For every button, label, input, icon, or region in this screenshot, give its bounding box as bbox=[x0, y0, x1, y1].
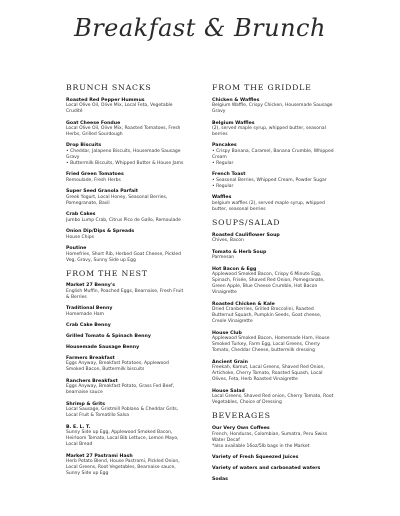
menu-item-description: Local Greens, Root Vegetables, Bearnaise sauce, bbox=[66, 465, 176, 471]
menu-item-description: butter, seasonal berries bbox=[212, 207, 266, 213]
menu-item-description: *also available 16oz/5lb bags in the Market bbox=[212, 443, 310, 449]
menu-item-description: Herb Potato Blend, House Pastrami, Pickled Onion, bbox=[66, 459, 180, 465]
menu-item-name: Sodas bbox=[212, 476, 228, 482]
menu-item-name: Tomato & Herb Soup bbox=[212, 249, 267, 255]
menu-item bbox=[212, 143, 340, 167]
menu-item bbox=[66, 283, 194, 301]
menu-item-description: Chives, Bacon bbox=[212, 238, 244, 244]
menu-item-description: Cream bbox=[212, 155, 227, 161]
menu-item bbox=[212, 233, 340, 245]
menu-item-description: • Buttermilk Biscuits, Whipped Butter & House Jams bbox=[66, 161, 184, 167]
menu-item-description: Water Decaf bbox=[212, 437, 240, 443]
menu-item bbox=[66, 143, 194, 167]
menu-item bbox=[212, 360, 340, 384]
menu-item-description: • Regular bbox=[212, 184, 234, 190]
menu-item-description: Crudité bbox=[66, 109, 83, 115]
menu-item bbox=[212, 250, 340, 262]
menu-item-name: Crab Cakes bbox=[66, 212, 96, 218]
menu-item bbox=[212, 98, 340, 116]
section-heading: BRUNCH SNACKS bbox=[66, 83, 152, 92]
menu-item bbox=[66, 454, 194, 478]
menu-item-name: Roasted Red Pepper Hummus bbox=[66, 97, 145, 103]
menu-item-name: Chicken & Waffles bbox=[212, 97, 260, 103]
menu-item-name: Pancakes bbox=[212, 143, 237, 149]
menu-item bbox=[66, 98, 194, 116]
right-column bbox=[212, 84, 340, 488]
menu-item-name: Fried Green Tomatoes bbox=[66, 172, 124, 178]
menu-item-name: Roasted Chicken & Kale bbox=[212, 301, 275, 307]
menu-item-name: Crab Cake Benny bbox=[66, 323, 111, 329]
menu-item-name: Shrimp & Grits bbox=[66, 401, 106, 407]
menu-item bbox=[212, 172, 340, 190]
menu-item-description: Local Bread bbox=[66, 442, 93, 448]
menu-item-description: Applewood Smoked Bacon, Homemade Ham, House bbox=[212, 336, 330, 342]
menu-item-name: Drop Biscuits bbox=[66, 143, 102, 149]
menu-item-description: Homefries, Short Rib, Herbed Goat Cheese, Pickled bbox=[66, 251, 181, 257]
menu-item bbox=[212, 331, 340, 355]
menu-item-description: berries bbox=[212, 132, 228, 138]
menu-item bbox=[212, 466, 340, 472]
menu-item-name: Variety of Fresh Squeezed Juices bbox=[212, 455, 299, 461]
menu-item bbox=[66, 246, 194, 264]
section-brunch-snacks bbox=[66, 84, 194, 264]
menu-item-name: Grilled Tomato & Spinach Benny bbox=[66, 334, 151, 340]
menu-item-description: Local Greens, Shaved Red onion, Cherry Tomato, Root bbox=[212, 394, 334, 400]
menu-item-description: Smoked Turkey, Farm Egg, Local Greens, Cherry bbox=[212, 342, 320, 348]
menu-item-description: Belgium Waffle, Crispy Chicken, Housemade Sausage bbox=[212, 103, 333, 109]
menu-item-description: Pomegranate, Basil bbox=[66, 201, 110, 207]
menu-item-name: Onion Dip/Dips & Spreads bbox=[66, 229, 135, 235]
menu-item-description: Vegetables, Choice of Dressing bbox=[212, 400, 282, 406]
section-heading: FROM THE NEST bbox=[66, 268, 148, 278]
menu-item bbox=[66, 229, 194, 241]
menu-item-name: House Salad bbox=[212, 388, 245, 394]
menu-item bbox=[66, 323, 194, 329]
menu-item bbox=[212, 121, 340, 139]
menu-item bbox=[66, 121, 194, 139]
menu-item-description: Parmesan bbox=[212, 255, 235, 261]
menu-item-description: Gravy bbox=[66, 155, 80, 161]
menu-item-description: Artichoke, Cherry Tomato, Roasted Squash, Local bbox=[212, 371, 323, 377]
menu-item-description: Eggs Anyway, Breakfast Potato, Grass Fed Beef, bbox=[66, 384, 175, 390]
menu-item-name: Traditional Benny bbox=[66, 306, 113, 312]
menu-item-name: Belgium Waffles bbox=[212, 120, 255, 126]
menu-item-description: House Chips bbox=[66, 234, 94, 240]
menu-item-name: Poutine bbox=[66, 246, 87, 252]
menu-item-name: Our Very Own Coffees bbox=[212, 426, 270, 431]
menu-item-description: Jumbo Lump Crab, Citrus Pico de Gallo, Remoulade bbox=[66, 217, 181, 223]
menu-item-description: Smoked Bacon, Buttermilk biscuits bbox=[66, 367, 145, 373]
menu-item bbox=[66, 402, 194, 420]
section-heading: SOUPS/SALAD bbox=[212, 218, 281, 228]
menu-item-description: bearnaise sauce bbox=[66, 390, 103, 396]
menu-item-description: Greek Yogurt, Local Honey, Seasonal Berries, bbox=[66, 195, 168, 201]
menu-item-description: Sunny Side up Egg bbox=[66, 471, 109, 477]
menu-item bbox=[66, 172, 194, 184]
section-heading: BEVERAGES bbox=[212, 411, 271, 421]
menu-item-name: House Club bbox=[212, 330, 242, 336]
menu-item bbox=[66, 379, 194, 397]
menu-item-description: Eggs Anyway, Breakfast Potatoes, Applewood bbox=[66, 361, 169, 367]
menu-item-description: • Cheddar, Jalapeno Biscuits, Housemade Sausage bbox=[66, 149, 181, 155]
menu-item bbox=[66, 306, 194, 318]
menu-item bbox=[212, 426, 340, 450]
menu-item-name: Market 27 Benny's bbox=[66, 283, 116, 289]
menu-item-description: Local Olive Oil, Olive Mix, Local Feta, Vegetable bbox=[66, 103, 173, 109]
section-from-the-griddle bbox=[212, 84, 340, 213]
menu-item-name: French Toast bbox=[212, 172, 246, 178]
menu-item bbox=[66, 189, 194, 207]
menu-item-description: Tomato, Cheddar Cheese, buttermilk dressing bbox=[212, 348, 315, 354]
menu-item-description: • Crispy Banana, Caramel, Banana Crumble, Whipped bbox=[212, 149, 334, 155]
menu-item bbox=[66, 356, 194, 374]
menu-item-name: Waffles bbox=[212, 195, 232, 201]
menu-item-description: English Muffin, Poached Eggs, Bearnaise, Fresh Fruit bbox=[66, 289, 184, 295]
menu-item-description: Olives, Feta, Herb Roasted Vinaigrette bbox=[212, 377, 298, 383]
menu-item bbox=[212, 455, 340, 461]
menu-item-name: Ranchers Breakfast bbox=[66, 378, 118, 384]
menu-item bbox=[212, 389, 340, 407]
menu-item-name: Super Seed Granola Parfait bbox=[66, 189, 139, 195]
menu-item-description: Local Fruit & Tomatillo Salsa bbox=[66, 413, 129, 419]
menu-item-name: Housemade Sausage Benny bbox=[66, 344, 140, 350]
menu-item bbox=[66, 212, 194, 224]
menu-item-description: Freekah, Kamut, Local Greens, Shaved Red Onion, bbox=[212, 365, 325, 371]
menu-item-name: Variety of waters and carbonated waters bbox=[212, 465, 321, 471]
menu-item-description: Spinach, Frisée, Shaved Red Onion, Pomegranate, bbox=[212, 278, 325, 284]
menu-item-description: • Seasonal Berries, Whipped Cream, Powder Sugar bbox=[212, 178, 327, 184]
menu-item-description: Local Olive Oil, Olive Mix, Roasted Tomatoes, Fresh bbox=[66, 126, 181, 132]
menu-item-description: Heirloom Tomato, Local Bib Lettuce, Lemon Mayo, bbox=[66, 436, 179, 442]
left-column bbox=[66, 84, 194, 483]
menu-item-description: Green Apple, Blue Cheese Crumble, Hot Bacon bbox=[212, 284, 318, 290]
section-heading: FROM THE GRIDDLE bbox=[212, 83, 312, 92]
menu-item-name: Ancient Grain bbox=[212, 359, 249, 365]
menu-item bbox=[212, 267, 340, 297]
menu-item-description: (2), served maple syrup, whipped butter, seasonal bbox=[212, 126, 326, 132]
menu-item-name: Farmers Breakfast bbox=[66, 355, 115, 361]
menu-item bbox=[66, 345, 194, 351]
section-soups-salad bbox=[212, 219, 340, 406]
menu-item-description: Veg, Gravy, Sunny Side up Egg bbox=[66, 257, 136, 263]
menu-item-description: Remoulade, Fresh Herbs bbox=[66, 178, 121, 184]
menu-item-description: Vinaigrette bbox=[212, 290, 237, 296]
menu-item bbox=[212, 477, 340, 483]
section-from-the-nest bbox=[66, 270, 194, 478]
menu-item-description: Gravy bbox=[212, 109, 226, 115]
menu-item-name: Hot Bacon & Egg bbox=[212, 266, 257, 272]
menu-item bbox=[212, 195, 340, 213]
menu-title: Breakfast & Brunch bbox=[74, 14, 326, 42]
menu-item-name: Market 27 Pastrami Hash bbox=[66, 453, 133, 459]
menu-item-name: Goat Cheese Fondue bbox=[66, 120, 121, 126]
menu-item-name: Roasted Cauliflower Soup bbox=[212, 232, 280, 238]
menu-item-description: Applewood Smoked Bacon, Crispy 6 Minute Egg, bbox=[212, 272, 322, 278]
menu-item-name: B. E. L. T. bbox=[66, 424, 91, 430]
menu-item bbox=[212, 302, 340, 326]
menu-item-description: Local Sausage, Gristmill Poblano & Cheddar Grits, bbox=[66, 407, 179, 413]
menu-item-description: Herbs, Grilled Sourdough bbox=[66, 132, 123, 138]
menu-item-description: & Berries bbox=[66, 295, 87, 301]
section-beverages bbox=[212, 412, 340, 482]
menu-item-description: French, Honduras, Colombian, Sumatra, Peru Swiss bbox=[212, 431, 328, 437]
menu-item-description: Dried Cranberries, Grilled Broccolini, Roasted bbox=[212, 307, 314, 313]
menu-item-description: belgium waffles (2), served maple syrup, whipped bbox=[212, 201, 325, 207]
menu-item-description: Creole Vinaigrette bbox=[212, 319, 253, 325]
menu-item-description: • Regular bbox=[212, 161, 234, 167]
menu-item-description: Butternut Squash, Pumpkin Seeds, Goat cheese, bbox=[212, 313, 322, 319]
menu-item bbox=[66, 334, 194, 340]
menu-item-description: Sunny Side up Egg, Applewood Smoked Bacon, bbox=[66, 430, 173, 436]
menu-item-description: Homemade Ham bbox=[66, 312, 105, 318]
menu-item bbox=[66, 425, 194, 449]
